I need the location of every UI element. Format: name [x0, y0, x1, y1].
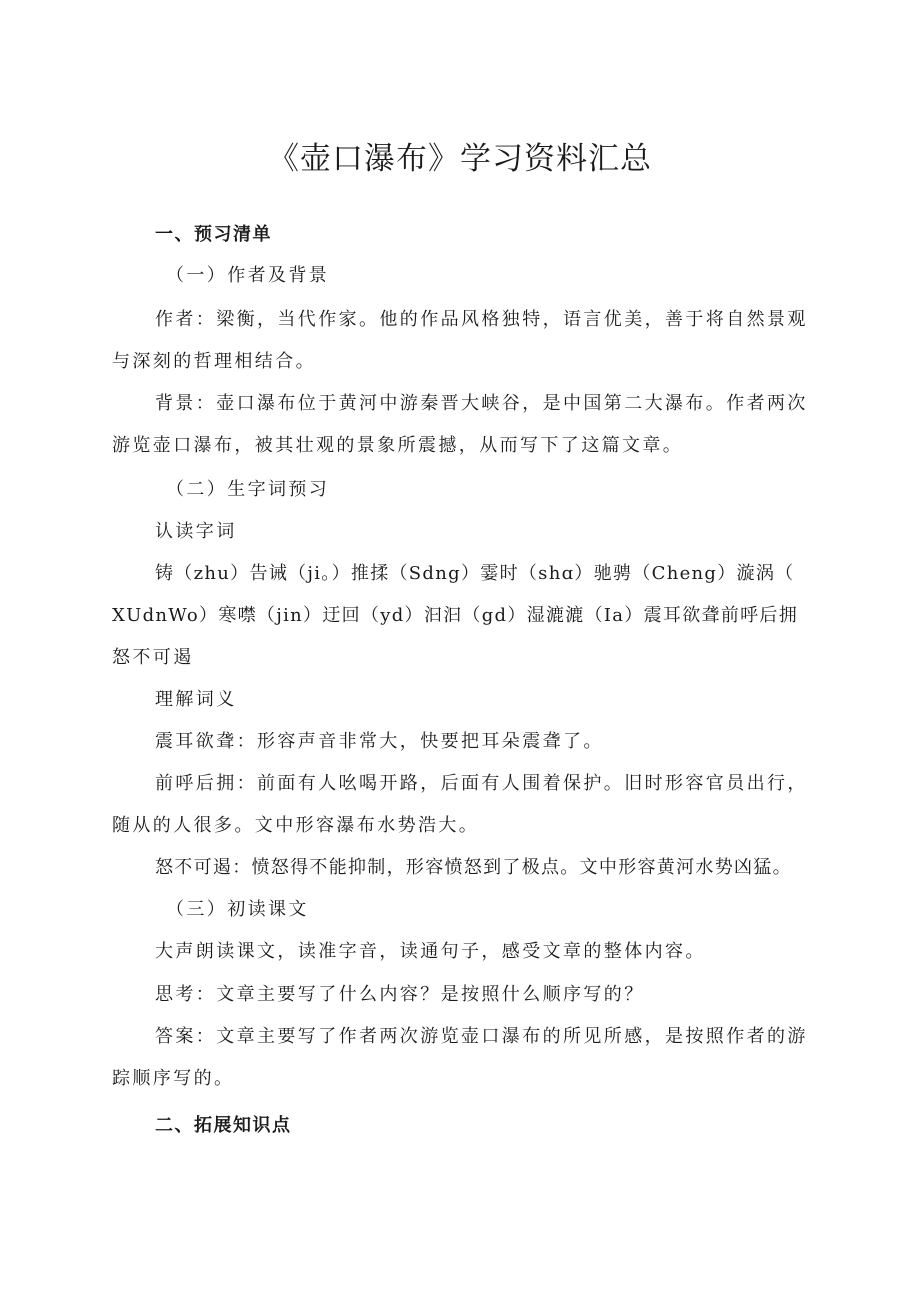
author-paragraph-line1: 作者：梁衡，当代作家。他的作品风格独特，语言优美，善于将自然景观	[155, 309, 808, 330]
meaning-furious: 怒不可遏：愤怒得不能抑制，形容愤怒到了极点。文中形容黄河水势凶猛。	[155, 857, 792, 878]
meaning-deafening: 震耳欲聋：形容声音非常大，快要把耳朵震聋了。	[155, 731, 604, 752]
thinking-question: 思考：文章主要写了什么内容？是按照什么顺序写的？	[155, 984, 645, 1005]
author-paragraph-line2: 与深刻的哲理相结合。	[112, 351, 316, 372]
answer-line2: 踪顺序写的。	[112, 1068, 235, 1089]
background-paragraph-line1: 背景：壶口瀑布位于黄河中游秦晋大峡谷，是中国第二大瀑布。作者两次	[155, 393, 808, 414]
meaning-entourage-line2: 随从的人很多。文中形容瀑布水势浩大。	[112, 815, 480, 836]
read-words-label: 认读字词	[155, 521, 237, 542]
reading-instruction: 大声朗读课文，读准字音，读通句子，感受文章的整体内容。	[155, 941, 706, 962]
subheading-new-words: （二）生字词预习	[166, 479, 330, 500]
word-meaning-label: 理解词义	[155, 689, 237, 710]
words-list-line1: 铸（zhu）告诫（ji。）推揉（Sdng）霎时（shɑ）驰骋（Cheng）漩涡（	[155, 563, 795, 584]
section-heading-extended-knowledge: 二、拓展知识点	[155, 1115, 292, 1136]
section-heading-preview-list: 一、预习清单	[155, 224, 272, 245]
subheading-first-reading: （三）初读课文	[166, 899, 309, 920]
meaning-entourage-line1: 前呼后拥：前面有人吆喝开路，后面有人围着保护。旧时形容官员出行，	[155, 773, 808, 794]
background-paragraph-line2: 游览壶口瀑布，被其壮观的景象所震撼，从而写下了这篇文章。	[112, 435, 684, 456]
document-title: 《壶口瀑布》学习资料汇总	[268, 140, 652, 177]
words-list-line3: 怒不可遏	[112, 647, 194, 668]
subheading-author-background: （一）作者及背景	[166, 265, 330, 286]
words-list-line2: XUdnWo）寒噤（jin）迂回（yd）汩汩（gd）湿漉漉（Ia）震耳欲聋前呼后拥	[112, 605, 799, 626]
answer-line1: 答案：文章主要写了作者两次游览壶口瀑布的所见所感，是按照作者的游	[155, 1026, 808, 1047]
